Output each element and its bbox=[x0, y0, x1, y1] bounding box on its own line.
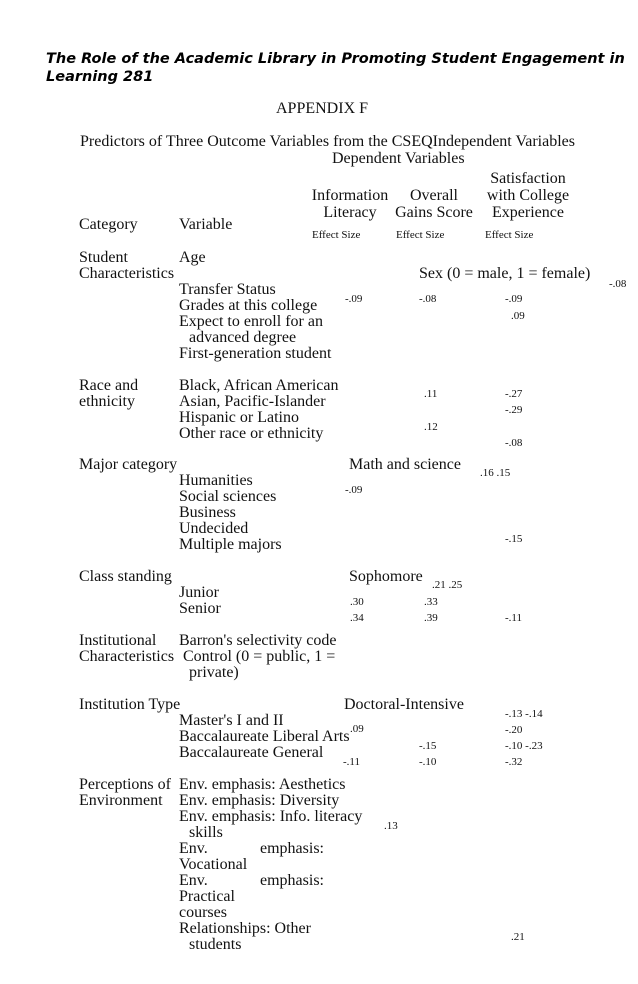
variable-sex: Sex (0 = male, 1 = female) bbox=[419, 265, 591, 282]
col-header-overall-gains: Overall Gains Score bbox=[395, 187, 473, 221]
bacc-gen-info-lit-value: -.11 bbox=[343, 756, 361, 768]
appendix-heading: APPENDIX F bbox=[276, 100, 369, 117]
running-header-line1: The Role of the Academic Library in Promoting Student Engagement in bbox=[46, 51, 625, 67]
variable-env-diversity: Env. emphasis: Diversity bbox=[179, 792, 340, 809]
variable-expect-degree-line2: advanced degree bbox=[189, 329, 297, 346]
running-header-line2: Learning 281 bbox=[46, 69, 154, 85]
expect-satisfaction-value: .09 bbox=[511, 310, 525, 322]
grades-info-lit-value: -.09 bbox=[345, 293, 363, 305]
variable-undecided: Undecided bbox=[179, 520, 249, 537]
category-perceptions: Perceptions of bbox=[79, 776, 171, 793]
table-title-line1: Predictors of Three Outcome Variables from the CSEQIndependent Variables bbox=[80, 133, 575, 150]
senior-info-lit-value: .34 bbox=[350, 612, 364, 624]
variable-expect-degree: Expect to enroll for an bbox=[179, 313, 323, 330]
variable-barrons: Barron's selectivity code bbox=[179, 632, 337, 649]
variable-hispanic: Hispanic or Latino bbox=[179, 409, 299, 426]
variable-control-line2: private) bbox=[189, 664, 239, 681]
col-header-satisfaction: Satisfaction with College Experience bbox=[486, 170, 570, 221]
relationships-satisfaction-value: .21 bbox=[511, 931, 525, 943]
variable-env-practical: Env. bbox=[179, 872, 208, 889]
category-major: Major category bbox=[79, 456, 178, 473]
category-perceptions-line2: Environment bbox=[79, 792, 163, 809]
variable-relationships: Relationships: Other bbox=[179, 920, 311, 937]
variable-business: Business bbox=[179, 504, 236, 521]
category-race: Race and bbox=[79, 377, 139, 394]
masters-satisfaction-value: -.20 bbox=[505, 724, 523, 736]
variable-sophomore: Sophomore bbox=[349, 568, 423, 585]
other-race-satisfaction-value: -.08 bbox=[505, 437, 523, 449]
variable-other-race: Other race or ethnicity bbox=[179, 425, 324, 442]
variable-junior: Junior bbox=[179, 584, 219, 601]
category-institution-type: Institution Type bbox=[79, 696, 181, 713]
category-institutional-line2: Characteristics bbox=[79, 648, 175, 665]
social-sciences-info-lit-value: -.09 bbox=[345, 484, 363, 496]
variable-env-vocational-line2: Vocational bbox=[179, 856, 248, 873]
asian-satisfaction-value: -.29 bbox=[505, 404, 523, 416]
category-student: Student bbox=[79, 249, 128, 266]
variable-math-science: Math and science bbox=[349, 456, 461, 473]
bacc-gen-satisfaction-value: -.32 bbox=[505, 756, 523, 768]
black-satisfaction-value: -.27 bbox=[505, 388, 523, 400]
grades-satisfaction-value: -.09 bbox=[505, 293, 523, 305]
bacc-lib-gains-value: -.15 bbox=[419, 740, 437, 752]
variable-age: Age bbox=[179, 249, 206, 266]
bacc-lib-satisfaction-value: -.10 -.23 bbox=[505, 740, 543, 752]
variable-env-aesthetics: Env. emphasis: Aesthetics bbox=[179, 776, 346, 793]
grades-gains-value: -.08 bbox=[419, 293, 437, 305]
junior-info-lit-value: .30 bbox=[350, 596, 364, 608]
variable-grades: Grades at this college bbox=[179, 297, 318, 314]
variable-relationships-line2: students bbox=[189, 936, 242, 953]
variable-first-generation: First-generation student bbox=[179, 345, 332, 362]
senior-satisfaction-value: -.11 bbox=[505, 612, 523, 624]
category-column-header: Category bbox=[79, 216, 138, 233]
hispanic-gains-value: .12 bbox=[424, 421, 438, 433]
variable-humanities: Humanities bbox=[179, 472, 253, 489]
variable-env-info-literacy: Env. emphasis: Info. literacy bbox=[179, 808, 363, 825]
variable-asian: Asian, Pacific-Islander bbox=[179, 393, 326, 410]
variable-transfer-status: Transfer Status bbox=[179, 281, 276, 298]
variable-senior: Senior bbox=[179, 600, 221, 617]
variable-bacc-liberal-arts: Baccalaureate Liberal Arts bbox=[179, 728, 350, 745]
masters-info-lit-value: .09 bbox=[350, 723, 364, 735]
variable-env-practical-word2: emphasis: bbox=[260, 872, 324, 889]
variable-env-practical-line3: courses bbox=[179, 904, 227, 921]
variable-multiple-majors: Multiple majors bbox=[179, 536, 282, 553]
category-class-standing: Class standing bbox=[79, 568, 172, 585]
effect-size-label-2: Effect Size bbox=[396, 229, 445, 241]
variable-social-sciences: Social sciences bbox=[179, 488, 277, 505]
variable-env-vocational: Env. bbox=[179, 840, 208, 857]
table-title-line2: Dependent Variables bbox=[332, 150, 465, 167]
variable-black: Black, African American bbox=[179, 377, 339, 394]
variable-column-header: Variable bbox=[179, 216, 233, 233]
effect-size-label-3: Effect Size bbox=[485, 229, 534, 241]
multiple-majors-satisfaction-value: -.15 bbox=[505, 533, 523, 545]
doctoral-values: -.13 -.14 bbox=[505, 708, 543, 720]
effect-size-label-1: Effect Size bbox=[312, 229, 361, 241]
sex-satisfaction-value: -.08 bbox=[609, 278, 627, 290]
black-gains-value: .11 bbox=[424, 388, 438, 400]
category-institutional: Institutional bbox=[79, 632, 157, 649]
bacc-gen-gains-value: -.10 bbox=[419, 756, 437, 768]
col-header-information-literacy: Information Literacy bbox=[311, 187, 389, 221]
category-race-line2: ethnicity bbox=[79, 393, 135, 410]
variable-masters: Master's I and II bbox=[179, 712, 284, 729]
junior-gains-value: .33 bbox=[424, 596, 438, 608]
variable-env-practical-line2: Practical bbox=[179, 888, 235, 905]
env-info-lit-value: .13 bbox=[384, 820, 398, 832]
senior-gains-value: .39 bbox=[424, 612, 438, 624]
variable-env-vocational-word2: emphasis: bbox=[260, 840, 324, 857]
category-student-line2: Characteristics bbox=[79, 265, 175, 282]
variable-bacc-general: Baccalaureate General bbox=[179, 744, 324, 761]
variable-env-info-literacy-line2: skills bbox=[189, 824, 223, 841]
sophomore-values: .21 .25 bbox=[432, 579, 463, 591]
variable-doctoral: Doctoral-Intensive bbox=[344, 696, 464, 713]
math-science-values: .16 .15 bbox=[480, 467, 511, 479]
variable-control: Control (0 = public, 1 = bbox=[183, 648, 336, 665]
